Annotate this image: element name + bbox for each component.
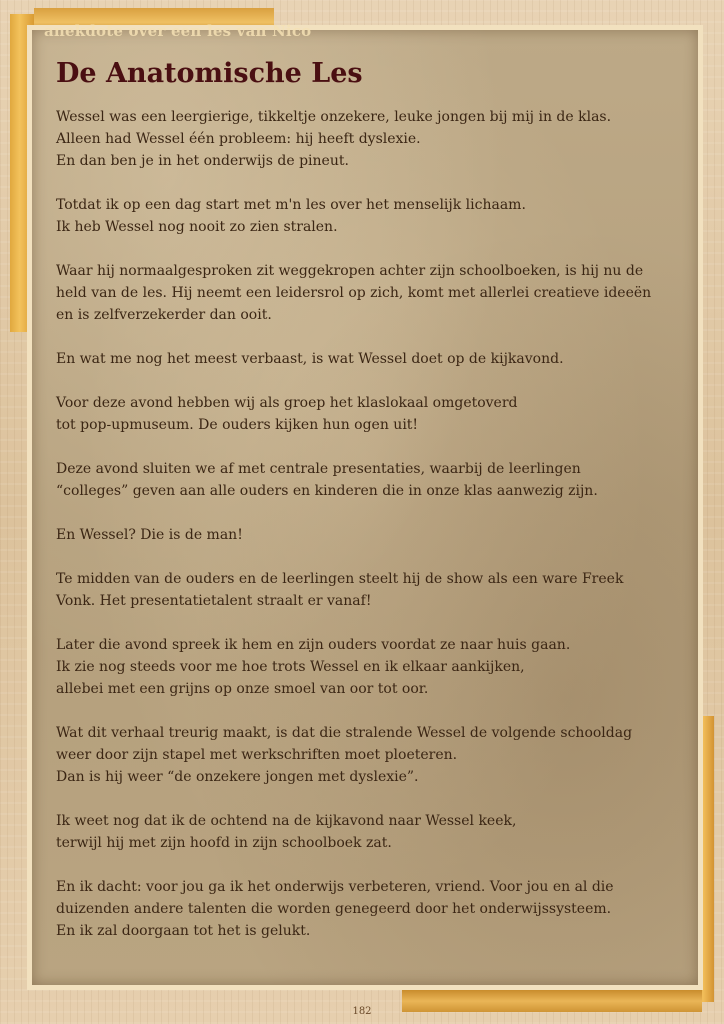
story-body — [56, 106, 676, 964]
story-line: Deze avond sluiten we af met centrale presentaties, waarbij de leerlingen — [56, 461, 581, 477]
page-title: De Anatomische Les — [56, 58, 363, 89]
story-line: held van de les. Hij neemt een leidersrol op zich, komt met allerlei creatieve ideeën — [56, 285, 652, 301]
story-paragraph — [56, 106, 676, 172]
story-paragraph — [56, 194, 676, 238]
story-line: Wat dit verhaal treurig maakt, is dat die stralende Wessel de volgende schooldag — [56, 725, 633, 741]
story-line: En dan ben je in het onderwijs de pineut. — [56, 153, 349, 169]
story-paragraph — [56, 392, 676, 436]
story-line: Wessel was een leergierige, tikkeltje onzekere, leuke jongen bij mij in de klas. — [56, 109, 612, 125]
story-line: En wat me nog het meest verbaast, is wat Wessel doet op de kijkavond. — [56, 351, 564, 367]
story-line: allebei met een grijns op onze smoel van oor tot oor. — [56, 681, 429, 697]
story-paragraph — [56, 810, 676, 854]
story-line: en is zelfverzekerder dan ooit. — [56, 307, 272, 323]
story-line: Waar hij normaalgesproken zit weggekropen achter zijn schoolboeken, is hij nu de — [56, 263, 644, 279]
story-line: Ik zie nog steeds voor me hoe trots Wessel en ik elkaar aankijken, — [56, 659, 525, 675]
story-line: weer door zijn stapel met werkschriften moet ploeteren. — [56, 747, 458, 763]
story-line: Vonk. Het presentatietalent straalt er vanaf! — [56, 593, 372, 609]
story-line: Ik weet nog dat ik de ochtend na de kijkavond naar Wessel keek, — [56, 813, 517, 829]
story-line: Dan is hij weer “de onzekere jongen met dyslexie”. — [56, 769, 419, 785]
page-number: 182 — [352, 1006, 372, 1017]
story-line: Te midden van de ouders en de leerlingen steelt hij de show als een ware Freek — [56, 571, 624, 587]
story-paragraph — [56, 568, 676, 612]
story-line: En ik dacht: voor jou ga ik het onderwijs verbeteren, vriend. Voor jou en al die — [56, 879, 614, 895]
story-line: Alleen had Wessel één probleem: hij heeft dyslexie. — [56, 131, 421, 147]
story-line: En Wessel? Die is de man! — [56, 527, 243, 543]
story-paragraph — [56, 348, 676, 370]
wood-strip-left — [10, 14, 34, 332]
story-paragraph — [56, 260, 676, 326]
story-paragraph — [56, 876, 676, 942]
story-line: Totdat ik op een dag start met m'n les over het menselijk lichaam. — [56, 197, 526, 213]
story-line: Later die avond spreek ik hem en zijn ouders voordat ze naar huis gaan. — [56, 637, 571, 653]
story-paragraph — [56, 722, 676, 788]
story-line: Ik heb Wessel nog nooit zo zien stralen. — [56, 219, 338, 235]
story-line: terwijl hij met zijn hoofd in zijn schoolboek zat. — [56, 835, 392, 851]
story-line: “colleges” geven aan alle ouders en kinderen die in onze klas aanwezig zijn. — [56, 483, 598, 499]
story-paragraph — [56, 458, 676, 502]
story-line: En ik zal doorgaan tot het is gelukt. — [56, 923, 311, 939]
story-line: duizenden andere talenten die worden genegeerd door het onderwijssysteem. — [56, 901, 612, 917]
story-line: tot pop-upmuseum. De ouders kijken hun ogen uit! — [56, 417, 419, 433]
story-line: Voor deze avond hebben wij als groep het klaslokaal omgetoverd — [56, 395, 518, 411]
anecdote-tag: anekdote over een les van Nico — [44, 22, 312, 40]
story-paragraph — [56, 634, 676, 700]
story-paragraph — [56, 524, 676, 546]
